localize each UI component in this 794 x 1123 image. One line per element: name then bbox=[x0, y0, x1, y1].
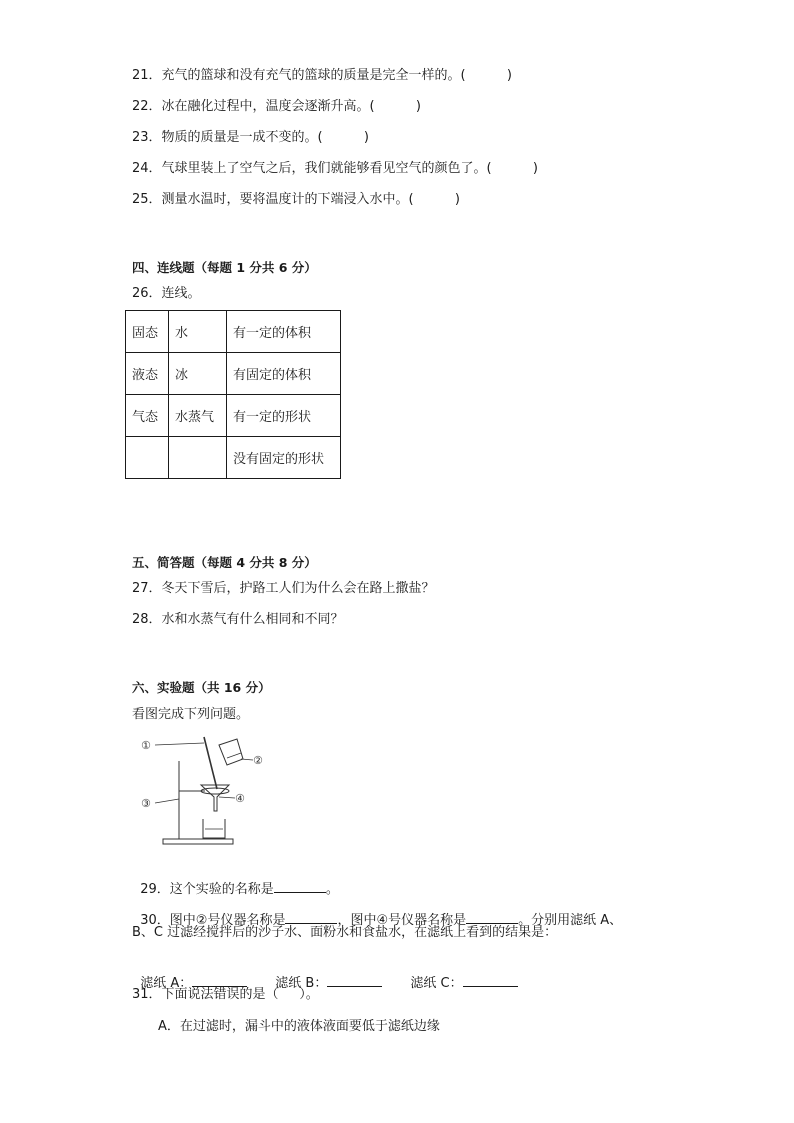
answer-blank[interactable] bbox=[327, 973, 382, 987]
question-24: 24．气球里装上了空气之后，我们就能够看见空气的颜色了。( ) bbox=[132, 161, 539, 176]
section-heading-experiment: 六、实验题（共 16 分） bbox=[132, 680, 271, 695]
answer-blank[interactable] bbox=[274, 879, 326, 893]
filtration-apparatus-figure bbox=[137, 731, 272, 849]
question-26: 26．连线。 bbox=[132, 286, 201, 301]
table-row bbox=[126, 395, 341, 437]
figure-label-3: ③ bbox=[141, 797, 151, 810]
beaker-bottom bbox=[203, 819, 225, 838]
table-cell: 水蒸气 bbox=[169, 395, 227, 437]
question-22: 22．冰在融化过程中，温度会逐渐升高。( ) bbox=[132, 99, 422, 114]
table-cell bbox=[126, 437, 169, 479]
q30-text-a: 30．图中②号仪器名称是 bbox=[140, 913, 286, 928]
beaker-pouring bbox=[219, 739, 243, 765]
question-28: 28．水和水蒸气有什么相同和不同？ bbox=[132, 612, 344, 627]
table-cell: 冰 bbox=[169, 353, 227, 395]
section-heading-matching: 四、连线题（每题 1 分共 6 分） bbox=[132, 260, 317, 275]
table-row bbox=[126, 311, 341, 353]
answer-blank[interactable] bbox=[285, 910, 337, 924]
question-27: 27．冬天下雪后，护路工人们为什么会在路上撒盐？ bbox=[132, 581, 435, 596]
figure-label-1: ① bbox=[141, 739, 151, 752]
table-cell: 没有固定的形状 bbox=[227, 437, 341, 479]
question-25: 25．测量水温时，要将温度计的下端浸入水中。( ) bbox=[132, 192, 461, 207]
table-row bbox=[126, 437, 341, 479]
q30-text-b: ，图中④号仪器名称是 bbox=[337, 913, 467, 928]
question-31: 31．下面说法错误的是（ ）。 bbox=[132, 987, 319, 1002]
section-heading-short-answer: 五、简答题（每题 4 分共 8 分） bbox=[132, 555, 317, 570]
filter-b-label: 滤纸 B： bbox=[275, 976, 328, 991]
filter-a-label: 滤纸 A： bbox=[140, 976, 193, 991]
experiment-intro: 看图完成下列问题。 bbox=[132, 707, 250, 722]
q31-option-a: A．在过滤时，漏斗中的液体液面要低于滤纸边缘 bbox=[158, 1019, 440, 1034]
table-row bbox=[126, 353, 341, 395]
matching-table bbox=[125, 310, 341, 479]
q29-text: 29．这个实验的名称是 bbox=[140, 882, 274, 897]
question-30-line2: B、C 过滤经搅拌后的沙子水、面粉水和食盐水，在滤纸上看到的结果是： bbox=[132, 925, 558, 940]
table-cell: 固态 bbox=[126, 311, 169, 353]
funnel bbox=[201, 785, 229, 811]
filter-c-label: 滤纸 C： bbox=[410, 976, 463, 991]
figure-label-4: ④ bbox=[235, 792, 245, 805]
table-cell: 有一定的形状 bbox=[227, 395, 341, 437]
stand-base bbox=[163, 839, 233, 844]
answer-blank[interactable] bbox=[463, 973, 518, 987]
answer-blank[interactable] bbox=[466, 910, 518, 924]
question-23: 23．物质的质量是一成不变的。( ) bbox=[132, 130, 370, 145]
table-cell: 液态 bbox=[126, 353, 169, 395]
question-21: 21．充气的篮球和没有充气的篮球的质量是完全一样的。( ) bbox=[132, 68, 513, 83]
table-cell: 气态 bbox=[126, 395, 169, 437]
answer-blank[interactable] bbox=[192, 973, 247, 987]
table-cell bbox=[169, 437, 227, 479]
figure-label-2: ② bbox=[253, 754, 263, 767]
table-cell: 有固定的体积 bbox=[227, 353, 341, 395]
q29-suffix: 。 bbox=[325, 882, 339, 897]
q30-text-c: 。分别用滤纸 A、 bbox=[518, 913, 623, 928]
glass-rod bbox=[204, 737, 217, 789]
table-cell: 有一定的体积 bbox=[227, 311, 341, 353]
table-cell: 水 bbox=[169, 311, 227, 353]
